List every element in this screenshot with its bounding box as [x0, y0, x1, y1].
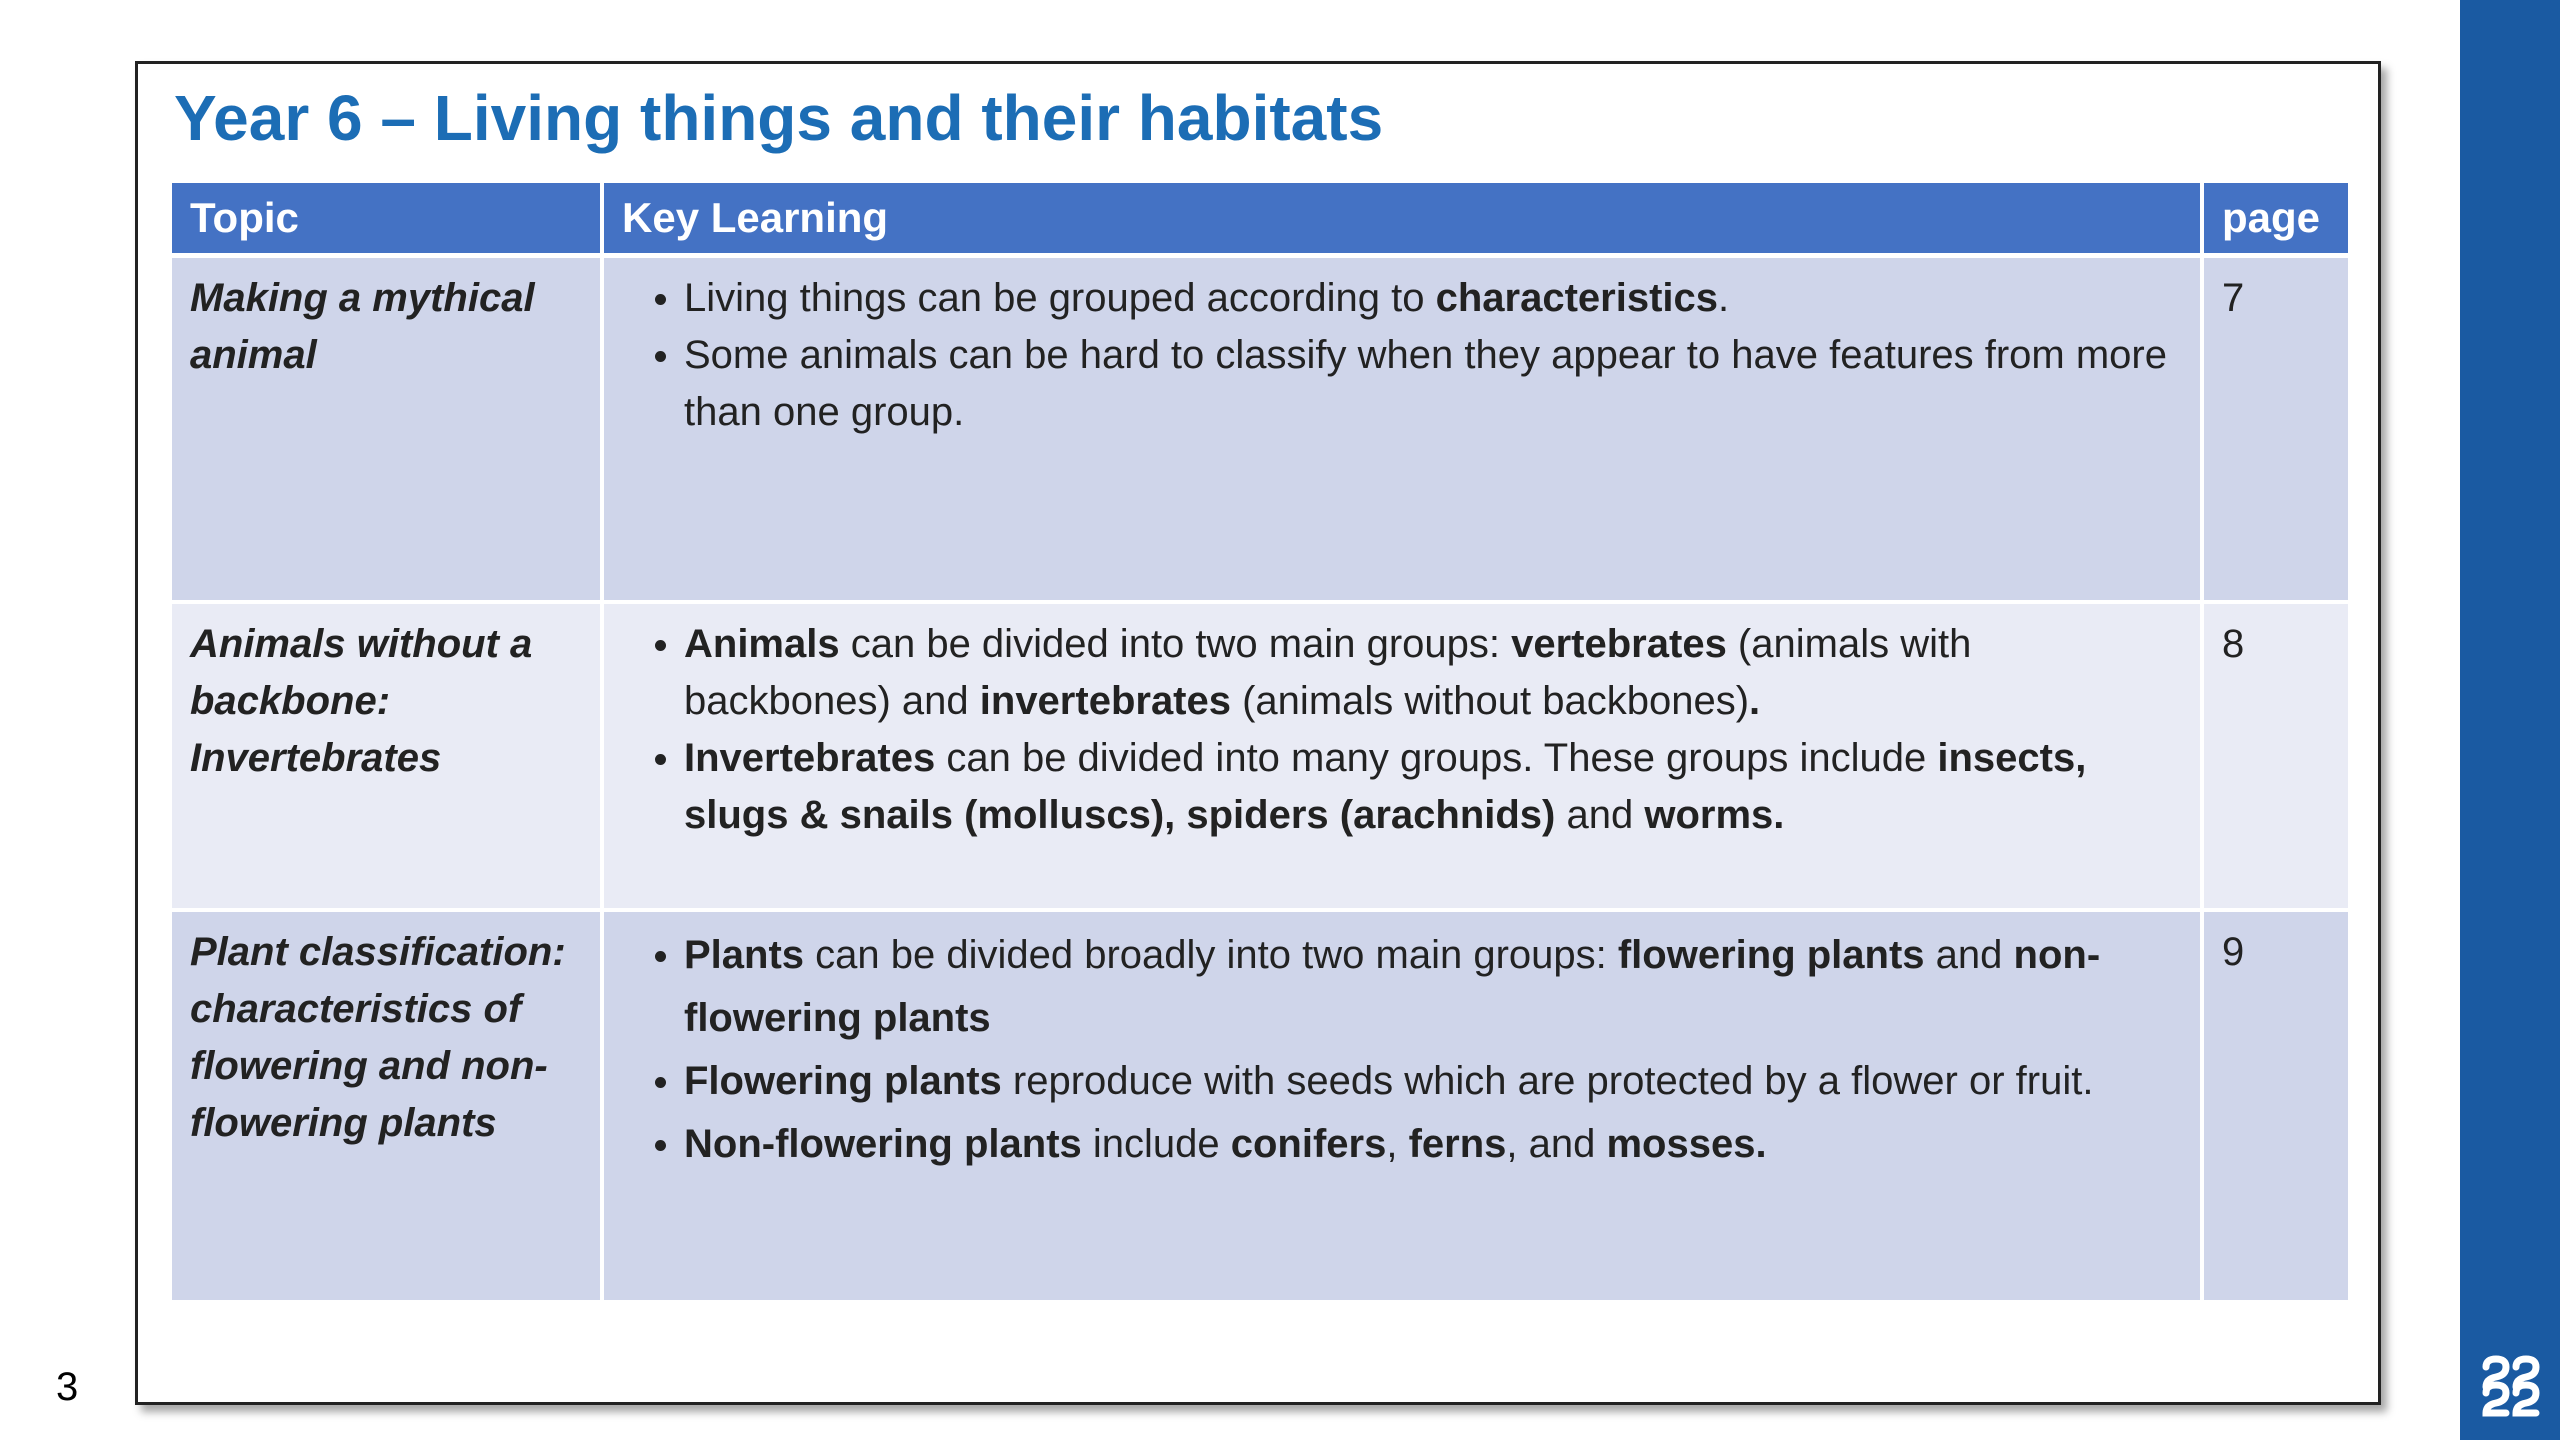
key-learning-cell	[602, 255, 2202, 602]
key-point-text: .	[1749, 679, 1761, 723]
key-point-text: flowering plants	[1617, 933, 1925, 977]
slide-frame	[135, 61, 2381, 1405]
table-row	[172, 602, 2348, 910]
key-point	[684, 616, 2182, 730]
header-key-learning: Key Learning	[602, 183, 2202, 255]
key-point	[684, 270, 2182, 327]
school-logo-icon	[2478, 1353, 2544, 1419]
table-header-row	[172, 183, 2348, 255]
key-point-text: can be divided broadly into two main groups:	[804, 933, 1618, 977]
key-point-text: mosses.	[1606, 1122, 1767, 1166]
key-point	[684, 327, 2182, 441]
header-topic: Topic	[172, 183, 602, 255]
key-point-text: vertebrates	[1511, 622, 1727, 666]
key-point-text: Invertebrates	[684, 736, 936, 780]
key-point-text: characteristics	[1435, 275, 1719, 320]
topic-cell	[172, 602, 602, 910]
key-point	[684, 1050, 2182, 1113]
page-cell	[2202, 602, 2348, 910]
key-point-text: ferns	[1408, 1122, 1507, 1166]
key-point-text: Flowering plants	[684, 1059, 1002, 1103]
key-learning-cell	[602, 602, 2202, 910]
key-point-text: , and	[1506, 1122, 1607, 1166]
key-point-text: and	[1555, 793, 1645, 837]
key-point-text: invertebrates	[979, 679, 1231, 723]
topic-cell	[172, 910, 602, 1302]
slide-title: Year 6 – Living things and their habitats	[174, 82, 1384, 154]
key-point-text: Non-flowering plants	[684, 1122, 1082, 1166]
side-band	[2460, 0, 2560, 1440]
key-point-text: Living things can be grouped according to	[684, 275, 1436, 320]
page-cell	[2202, 255, 2348, 602]
page-number: 8	[2222, 622, 2245, 666]
key-points-list	[622, 616, 2182, 844]
key-point-text: Some animals can be hard to classify when they appear to have features from more than one group.	[684, 332, 2167, 434]
key-point	[684, 730, 2182, 844]
key-point-text: non-flowering plants	[684, 933, 2101, 1040]
page-number: 7	[2222, 275, 2245, 320]
key-learning-table	[172, 183, 2348, 1304]
table-row	[172, 910, 2348, 1302]
key-point	[684, 1113, 2182, 1176]
key-point-text: Animals	[684, 622, 840, 666]
table-row	[172, 255, 2348, 602]
key-point-text: ,	[1386, 1122, 1409, 1166]
slide-number: 3	[56, 1365, 79, 1409]
key-point	[684, 924, 2182, 1050]
key-point-text: (animals with backbones) and	[684, 622, 1972, 723]
page-cell	[2202, 910, 2348, 1302]
key-point-text: insects, slugs & snails (molluscs), spiders (arachnids)	[684, 736, 2087, 837]
key-points-list	[622, 270, 2182, 441]
key-point-text: (animals without backbones)	[1231, 679, 1750, 723]
header-page: page	[2202, 183, 2348, 255]
key-learning-cell	[602, 910, 2202, 1302]
topic-label: Animals without a backbone: Invertebrates	[190, 622, 533, 780]
topic-label: Making a mythical animal	[190, 275, 535, 377]
key-point-text: .	[1718, 275, 1730, 320]
key-point-text: and	[1924, 933, 2014, 977]
key-point-text: worms.	[1644, 793, 1785, 837]
key-point-text: can be divided into two main groups:	[839, 622, 1512, 666]
key-points-list	[622, 924, 2182, 1176]
key-point-text: reproduce with seeds which are protected by a flower or fruit.	[1001, 1059, 2094, 1103]
topic-cell	[172, 255, 602, 602]
key-point-text: conifers	[1230, 1122, 1387, 1166]
key-point-text: can be divided into many groups. These groups include	[935, 736, 1938, 780]
key-point-text: include	[1081, 1122, 1231, 1166]
topic-label: Plant classification: characteristics of flowering and non-flowering plants	[190, 930, 566, 1145]
key-point-text: Plants	[684, 933, 805, 977]
page-number: 9	[2222, 930, 2245, 974]
